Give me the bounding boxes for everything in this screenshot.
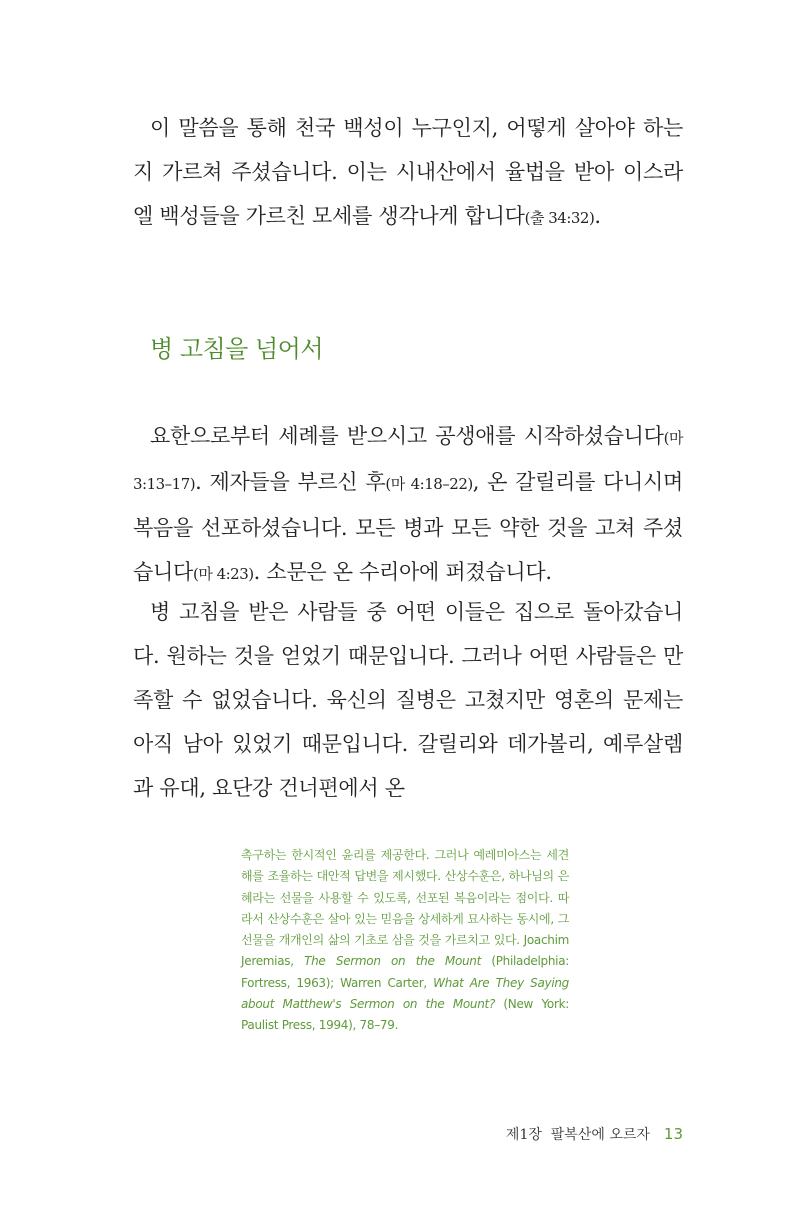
paragraph-text: , 온 갈릴리를 다니시며 복음을 선포하셨습니다. 모든 병과 모든 약한 것을 고쳐 주셨습니다 <box>133 470 683 584</box>
scripture-reference: (마 4:23) <box>192 565 254 583</box>
body-paragraph-2 <box>133 414 683 596</box>
footnote <box>241 845 569 1037</box>
footnote-text: (Philadelphia: Fortress, 1963); Warren Carter, <box>241 954 569 990</box>
paragraph-text: 병 고침을 받은 사람들 중 어떤 이들은 집으로 돌아갔습니다. 원하는 것을 얻었기 때문입니다. 그러나 어떤 사람들은 만족할 수 없었습니다. 육신의 질병은 고쳤지만 영혼의 문제는 아직 남아 있었기 때문입니다. 갈릴리와 데가볼리, 예루살렘과 유대, 요단강 건너편에서 온 <box>133 600 683 800</box>
paragraph-end: . <box>594 204 601 228</box>
paragraph-text: 이 말씀을 통해 천국 백성이 누구인지, 어떻게 살아야 하는지 가르쳐 주셨습니다. 이는 시내산에서 율법을 받아 이스라엘 백성들을 가르친 모세를 생각나게 합니다 <box>133 116 683 228</box>
paragraph-text: 요한으로부터 세례를 받으시고 공생애를 시작하셨습니다 <box>150 424 664 448</box>
book-title: What Are They Saying about Matthew's Sermon on the Mount? <box>241 975 569 1012</box>
footnote-text: (New York: Paulist Press, 1994), 78–79. <box>241 997 569 1033</box>
body-paragraph-1 <box>133 106 683 240</box>
section-heading: 병 고침을 넘어서 <box>150 335 324 363</box>
scripture-reference: (마 4:18–22) <box>385 475 473 493</box>
paragraph-text: . 제자들을 부르신 후 <box>195 470 386 494</box>
scripture-reference: (마 3:13–17) <box>133 429 683 493</box>
paragraph-text: . 소문은 온 수리아에 퍼졌습니다. <box>253 560 552 584</box>
page-footer <box>506 1124 683 1144</box>
chapter-title: 제1장 팔복산에 오르자 <box>505 1127 650 1143</box>
body-paragraph-3 <box>133 590 683 810</box>
footnote-text: 촉구하는 한시적인 윤리를 제공한다. 그러나 예레미아스는 세견해를 조율하는 대안적 답변을 제시했다. 산상수훈은, 하나님의 은혜라는 선물을 사용할 수 있도록, 선포된 복음이라는 점이다. 따라서 산상수훈은 살아 있는 믿음을 상세하게 묘사하는 동시에, 그 선물을 개개인의 삶의 기초로 삼을 것을 가르치고 있다. Joachim Jeremias, <box>241 848 569 969</box>
book-title: The Sermon on the Mount <box>304 954 481 969</box>
page-number: 13 <box>663 1125 683 1143</box>
scripture-reference: (출 34:32) <box>524 209 595 227</box>
